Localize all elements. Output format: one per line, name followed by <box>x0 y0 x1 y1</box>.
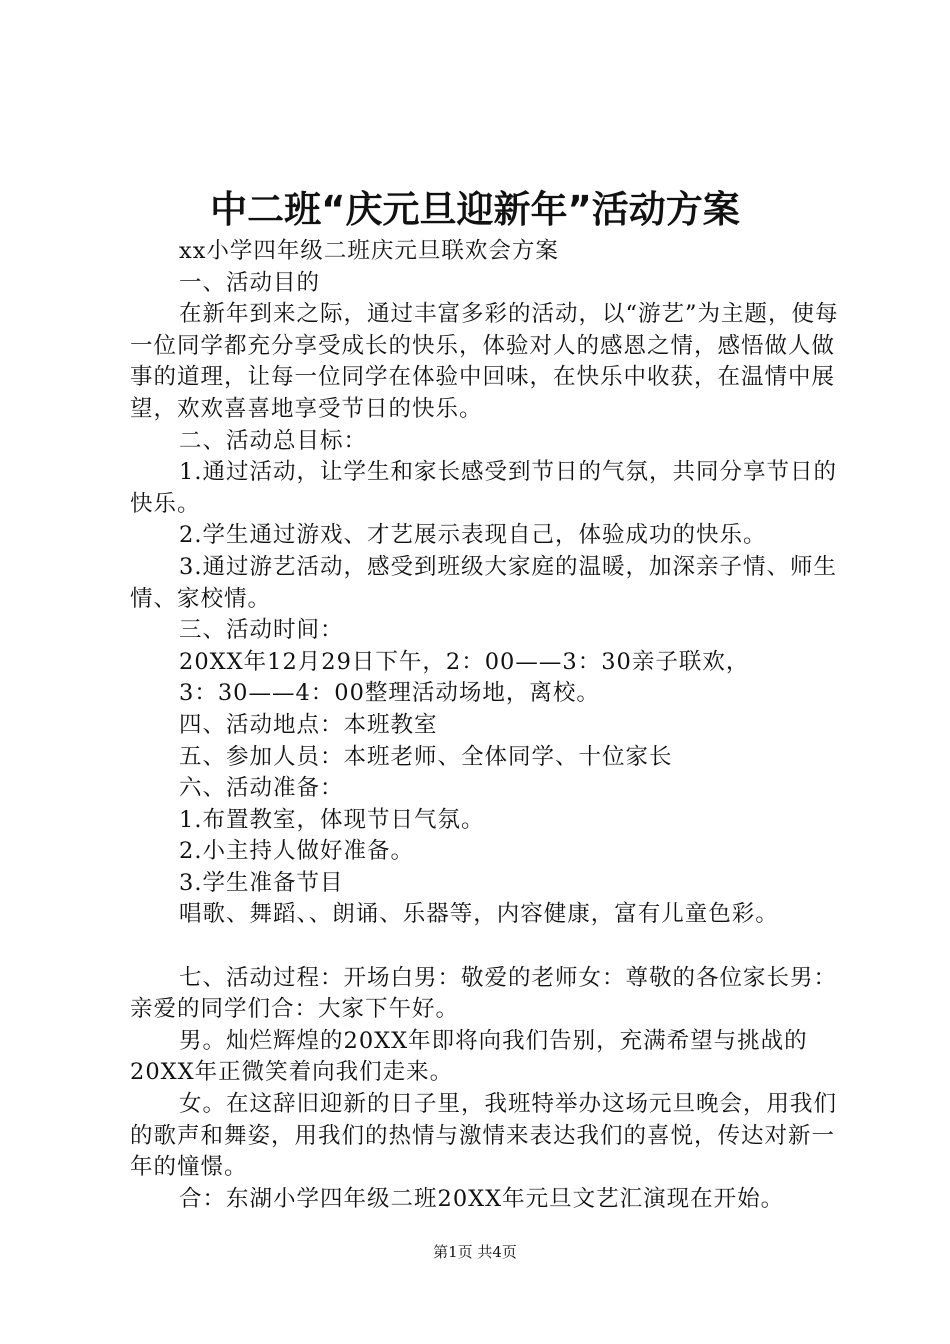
paragraph-section-7: 七、活动过程：开场白男：敬爱的老师女：尊敬的各位家长男：亲爱的同学们合：大家下午好。 <box>130 964 838 1023</box>
paragraph-male-line: 男。灿烂辉煌的20XX年即将向我们告别，充满希望与挑战的20XX年正微笑着向我们走来。 <box>130 1027 808 1086</box>
paragraph-section-2: 二、活动总目标： <box>179 427 368 454</box>
paragraph-section-1: 一、活动目的 <box>179 269 321 296</box>
paragraph-together-line: 合：东湖小学四年级二班20XX年元旦文艺汇演现在开始。 <box>179 1185 785 1212</box>
paragraph-prep-3: 3.学生准备节目 <box>179 869 344 896</box>
paragraph-prep-2: 2.小主持人做好准备。 <box>179 838 414 865</box>
paragraph-purpose: 在新年到来之际，通过丰富多彩的活动，以“游艺”为主题，使每一位同学都充分享受成长的快乐，体验对人的感恩之情，感悟做人做事的道理，让每一位同学在体验中回味，在快乐中收获，在温情中展望，欢欢喜喜地享受节日的快乐。 <box>130 301 839 422</box>
paragraph-goal-2: 2.学生通过游戏、才艺展示表现自己，体验成功的快乐。 <box>179 522 767 549</box>
blank-line <box>130 931 840 963</box>
paragraph-prep-1: 1.布置教室，体现节日气氛。 <box>179 806 485 833</box>
paragraph-subtitle: xx小学四年级二班庆元旦联欢会方案 <box>179 238 559 264</box>
paragraph-time-1: 20XX年12月29日下午，2：00——3：30亲子联欢， <box>179 648 750 675</box>
page-number-footer: 第1页 共4页 <box>433 1243 517 1261</box>
paragraph-time-2: 3：30——4：00整理活动场地，离校。 <box>179 680 600 707</box>
paragraph-female-line: 女。在这辞旧迎新的日子里，我班特举办这场元旦晚会，用我们的歌声和舞姿，用我们的热情与激情来表达我们的喜悦，传达对新一年的憧憬。 <box>130 1091 838 1181</box>
document-title: 中二班“庆元旦迎新年”活动方案 <box>210 188 740 231</box>
paragraph-participants: 五、参加人员：本班老师、全体同学、十位家长 <box>179 743 673 770</box>
paragraph-section-6: 六、活动准备： <box>179 775 344 802</box>
paragraph-location: 四、活动地点：本班教室 <box>179 711 438 738</box>
paragraph-goal-1: 1.通过活动，让学生和家长感受到节日的气氛，共同分享节日的快乐。 <box>130 459 837 517</box>
paragraph-program: 唱歌、舞蹈、、朗诵、乐器等，内容健康，富有儿童色彩。 <box>179 901 779 928</box>
paragraph-goal-3: 3.通过游艺活动，感受到班级大家庭的温暖，加深亲子情、师生情、家校情。 <box>130 553 837 612</box>
paragraph-section-3: 三、活动时间： <box>179 617 344 644</box>
document-body <box>130 236 840 1215</box>
